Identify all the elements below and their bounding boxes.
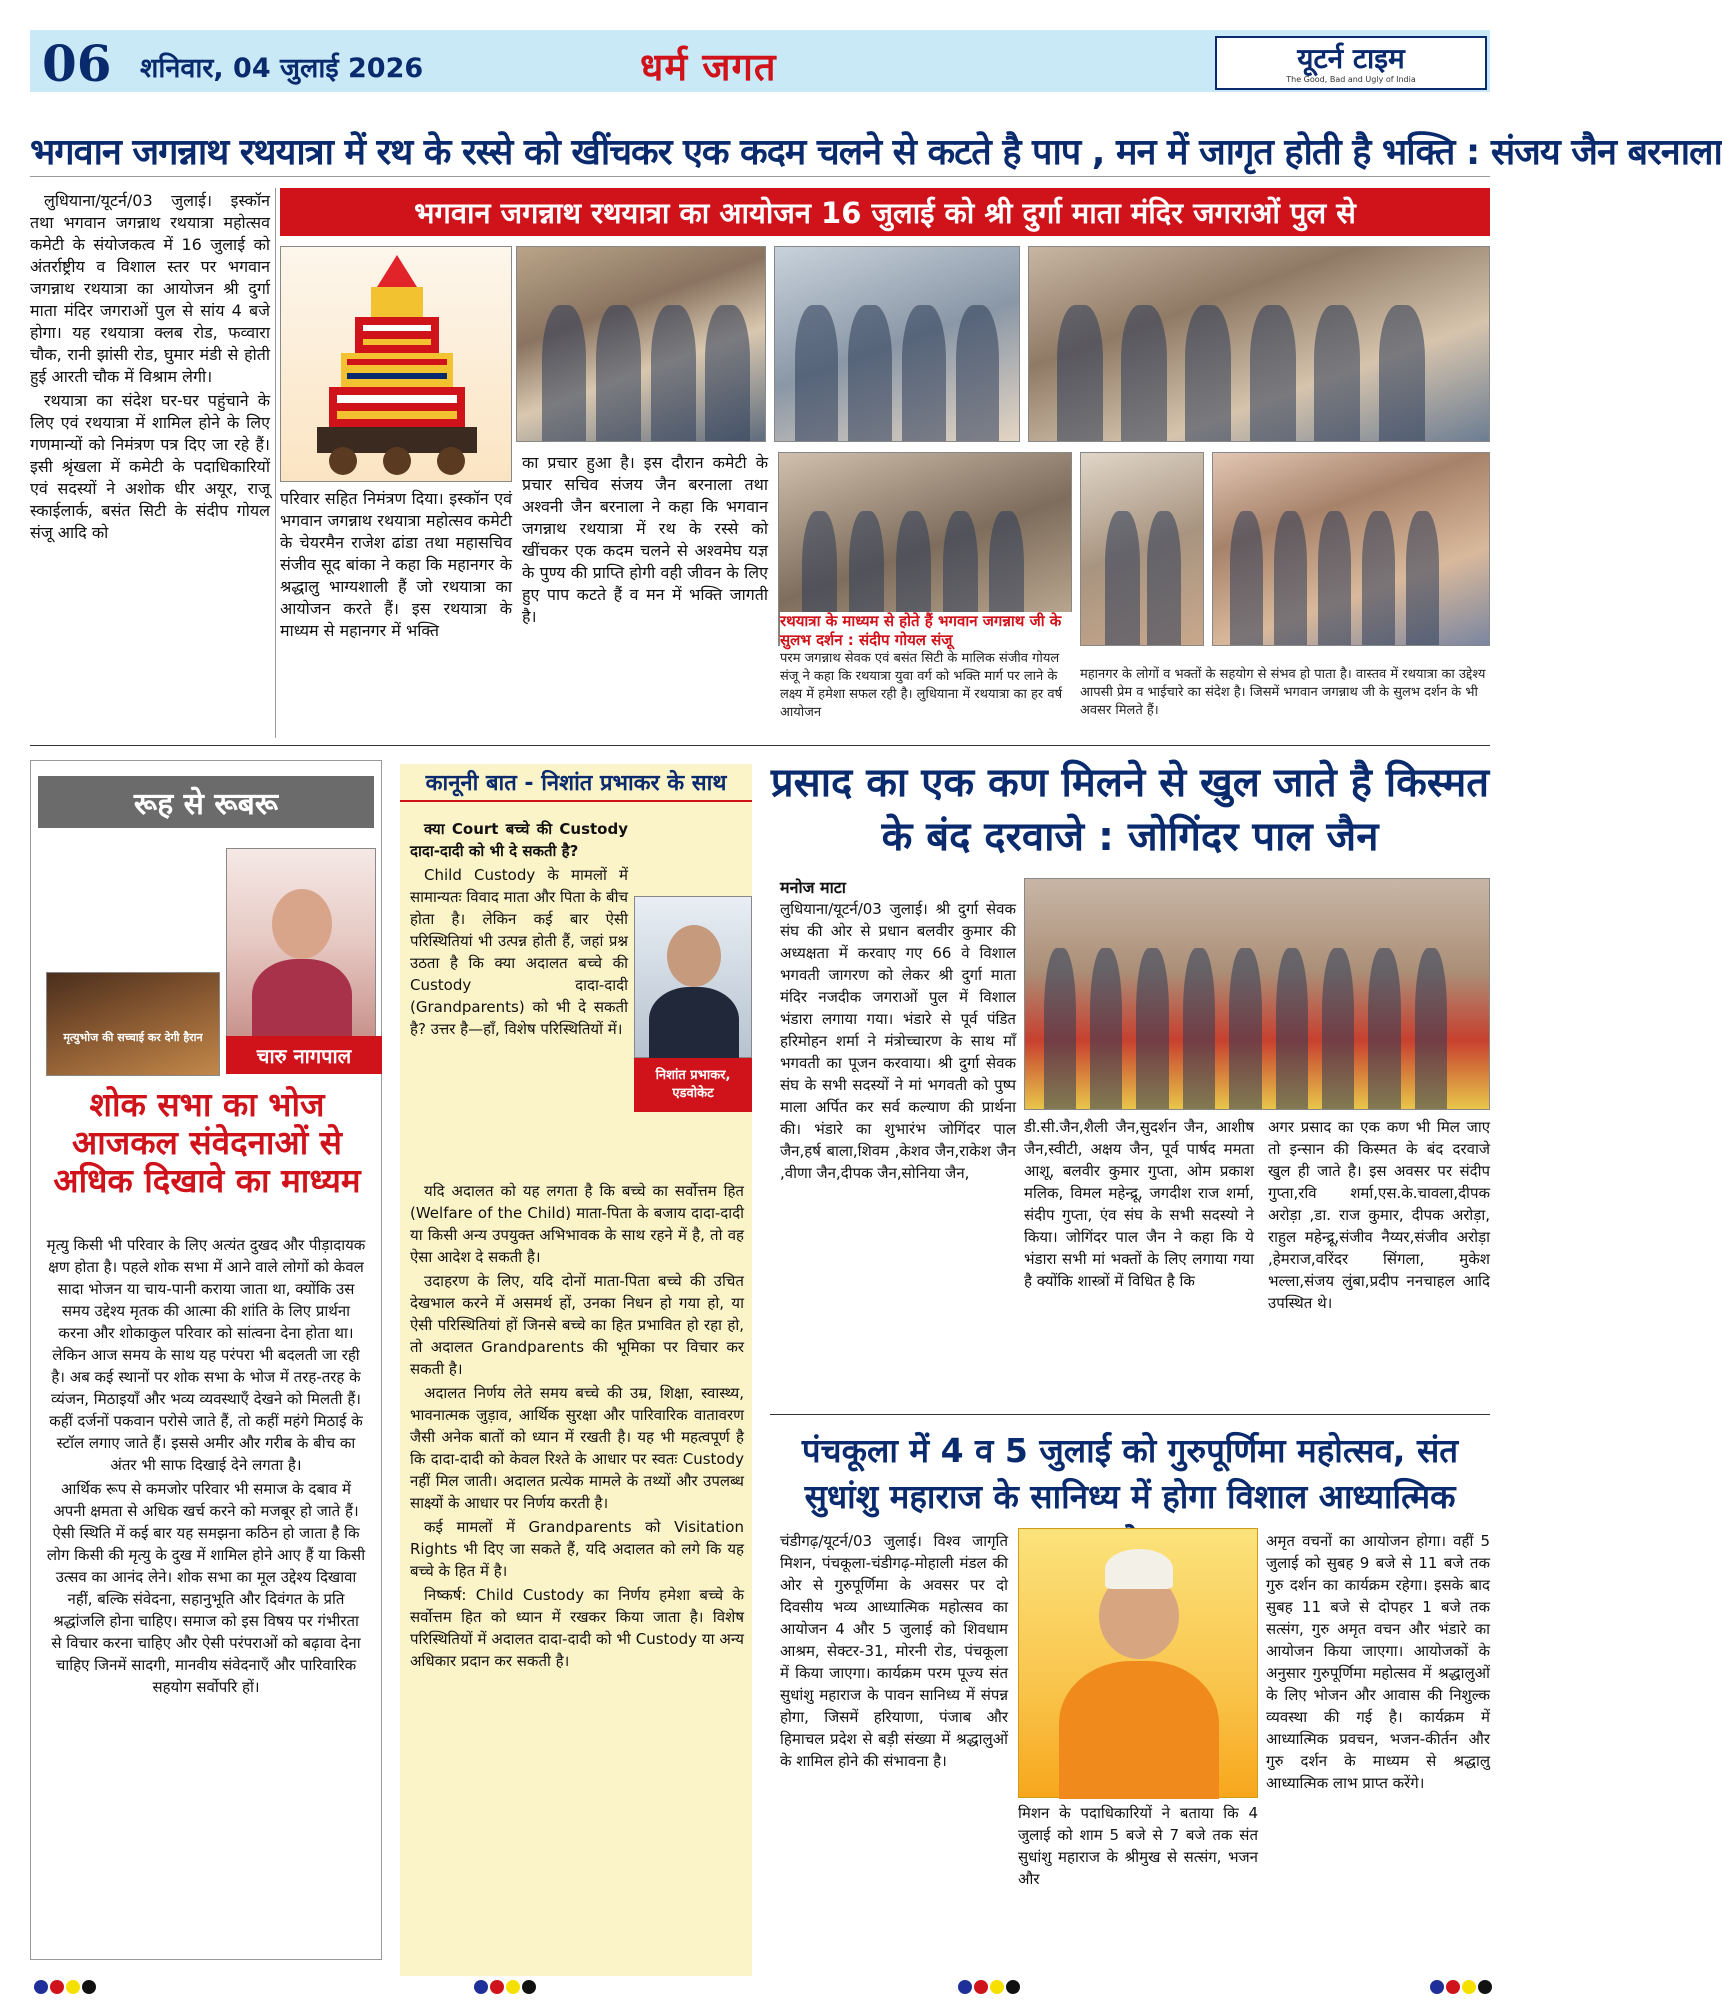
registration-mark <box>958 1980 1020 1994</box>
guru-para: चंडीगढ़/यूटर्न/03 जुलाई। विश्व जागृति मिशन, पंचकूला-चंडीगढ़-मोहाली मंडल की ओर से गुरुपूर्णिमा के अवसर पर दो दिवसीय भव्य आध्यात्मिक महोत्सव का आयोजन 4 और 5 जुलाई को शिवधाम आश्रम, सेक्टर-31, मोरनी रोड, पंचकूला में किया जाएगा। कार्यक्रम परम पूज्य संत सुधांशु महाराज के पावन सानिध्य में संपन्न होगा, जिसमें हरियाणा, पंजाब और हिमाचल प्रदेश से बड़ी संख्या में श्रद्धालुओं के शामिल होने की संभावना है। <box>780 1532 1008 1770</box>
guru-col3 <box>1266 1530 1490 1794</box>
rath-photo <box>280 246 512 482</box>
logo-name: यूटर्न टाइम <box>1297 41 1405 75</box>
prasad-para: लुधियाना/यूटर्न/03 जुलाई। श्री दुर्गा सेवक संघ की ओर से प्रधान बलवीर कुमार की अध्यक्षता में करवाए गए 66 वे विशाल भगवती जागरण को लेकर श्री दुर्गा माता मंदिर नजदीक जगराओं पुल में विशाल भंडारा लगाया गया। भंडारे से पूर्व पंडित हरिमोहन शर्मा ने मंत्रोच्चारण के साथ माँ भगवती का पूजन करवाया। श्री दुर्गा सेवक संघ के सभी सदस्यों ने मां भगवती को पुष्प माला अर्पित कर सर्व कल्याण की प्रार्थना की। भंडारे का शुभारंभ जोगिंदर पाल जैन,हर्ष बाला,शिवम ,केशव जैन,राकेश जैन ,वीणा जैन,दीपक जैन,सोनिया जैन, <box>780 900 1016 1182</box>
divider <box>770 1414 1490 1415</box>
prasad-col2 <box>1024 1116 1254 1292</box>
kanoon-para: उदाहरण के लिए, यदि दोनों माता-पिता बच्चे की उचित देखभाल करने में असमर्थ हों, उनका निधन हो गया हो, या ऐसी परिस्थितियां हों जिनसे बच्चे का हित प्रभावित हो रहा हो, तो अदालत Grandparents की भूमिका पर विचार कर सकती है। <box>410 1272 744 1378</box>
guru-para: मिशन के पदाधिकारियों ने बताया कि 4 जुलाई को शाम 5 बजे से 7 बजे तक संत सुधांशु महाराज के श्रीमुख से सत्संग, भजन और <box>1018 1804 1258 1888</box>
lead-story-col3 <box>522 452 768 628</box>
lead-story-col1 <box>30 190 270 546</box>
guru-para: अमृत वचनों का आयोजन होगा। वहीं 5 जुलाई को सुबह 9 बजे से 11 बजे तक गुरु दर्शन का कार्यक्रम रहेगा। इसके बाद सुबह 11 बजे से दोपहर 1 बजे तक सत्संग, गुरु अमृत वचन और भंडारे का आयोजन किया जाएगा। आयोजकों के अनुसार गुरुपूर्णिमा महोत्सव में श्रद्धालुओं के लिए भोजन और आवास की निशुल्क व्यवस्था की गई है। कार्यक्रम में आध्यात्मिक प्रवचन, भजन-कीर्तन और गुरु दर्शन के माध्यम से श्रद्धालु आध्यात्मिक लाभ प्राप्त करेंगे। <box>1266 1532 1490 1792</box>
lead-para: रथयात्रा का संदेश घर-घर पहुंचाने के लिए एवं रथयात्रा में शामिल होने के लिए गणमान्यों को निमंत्रण पत्र दिए जा रहे हैं। इसी श्रृंखला में कमेटी के पदाधिकारियों एवं सदस्यों ने अशोक धीर अयूर, राजू स्काईलार्क, बसंत सिटी के संदीप गोयल संजू आदि को <box>30 391 270 542</box>
section-title: धर्म जगत <box>640 45 777 89</box>
kanoon-para: कई मामलों में Grandparents को Visitation Rights भी दिए जा सकते हैं, यदि अदालत को लगे कि यह बच्चे के हित में है। <box>410 1518 744 1580</box>
lead-photo-5 <box>1080 452 1204 646</box>
lead-para: लुधियाना/यूटर्न/03 जुलाई। इस्कॉन तथा भगवान जगन्नाथ रथयात्रा महोत्सव कमेटी के संयोजकत्व में 16 जुलाई को अंतर्राष्ट्रीय व विशाल स्तर पर भगवान जगन्नाथ रथयात्रा का आयोजन श्री दुर्गा माता मंदिर जगराओं पुल से सांय 4 बजे होगा। यह रथयात्रा क्लब रोड, फव्वारा चौक, रानी झांसी रोड, घुमार मंडी से होती हुई आरती चौक में विश्राम लेगी। <box>30 191 270 386</box>
prasad-headline: प्रसाद का एक कण मिलने से खुल जाते है किस्मत के बंद दरवाजे : जोगिंदर पाल जैन <box>770 760 1490 860</box>
guru-col1 <box>780 1530 1008 1772</box>
saint-photo <box>1018 1528 1258 1798</box>
prasad-col1 <box>780 898 1016 1184</box>
rooh-column-heading: रूह से रूबरू <box>38 776 374 828</box>
kanoon-top-text <box>410 818 628 1042</box>
prasad-para: डी.सी.जैन,शैली जैन,सुदर्शन जैन, आशीष जैन,स्वीटी, अक्षय जैन, पूर्व पार्षद ममता आशू, बलवीर कुमार गुप्ता, ओम प्रकाश मलिक, विमल महेन्द्रू, जगदीश राज शर्मा, संदीप गुप्ता, एंव संघ के सभी सदस्यो ने किया। जोगिंदर पाल जैन ने कहा कि ये भंडारा सभी मां भक्तों के लिए लगाया गया है क्योंकि शास्त्रों में विधित है कि <box>1024 1118 1254 1290</box>
guru-headline: पंचकूला में 4 व 5 जुलाई को गुरुपूर्णिमा महोत्सव, संत सुधांशु महाराज के सानिध्य में होगा विशाल आध्यात्मिक <box>801 1431 1459 1516</box>
lead-photo-2 <box>774 246 1020 442</box>
rooh-article-body <box>46 1234 366 1700</box>
lead-photo-1 <box>516 246 766 442</box>
lead-caption-left: परम जगन्नाथ सेवक एवं बसंत सिटी के मालिक संजीव गोयल संजू ने कहा कि रथयात्रा युवा वर्ग को भक्ति मार्ग पर लाने के लक्ष्य में हमेशा सफल रही है। लुधियाना में रथयात्रा का हर वर्ष आयोजन <box>780 651 1063 720</box>
rooh-article-title: शोक सभा का भोज आजकल संवेदनाओं से अधिक दिखावे का माध्यम <box>53 1085 361 1200</box>
lead-caption-right: महानगर के लोगों व भक्तों के सहयोग से संभव हो पाता है। वास्तव में रथयात्रा का उद्देश्य आपसी प्रेम व भाईचारे का संदेश है। जिसमें भगवान जगन्नाथ जी के सुलभ दर्शन के भी अवसर मिलते हैं। <box>1080 667 1486 718</box>
divider <box>30 176 1490 177</box>
kanoon-para: निष्कर्ष: Child Custody का निर्णय हमेशा बच्चे के सर्वोत्तम हित को ध्यान में रखकर किया जाता है। विशेष परिस्थितियों में अदालत दादा-दादी को भी Custody या अन्य अधिकार प्रदान कर सकती है। <box>410 1586 744 1670</box>
lead-headline: भगवान जगन्नाथ रथयात्रा में रथ के रस्से को खींचकर एक कदम चलने से कटते है पाप , मन में जागृत होती है भक्ति : संजय जैन बरनाला <box>30 132 1722 173</box>
author-portrait <box>226 848 376 1038</box>
advocate-label <box>634 1058 752 1112</box>
divider <box>30 745 1490 746</box>
kanoon-para: अदालत निर्णय लेते समय बच्चे की उम्र, शिक्षा, स्वास्थ्य, भावनात्मक जुड़ाव, आर्थिक सुरक्षा और पारिवारिक वातावरण जैसी अनेक बातों को ध्यान में रखती है। यह भी महत्वपूर्ण है कि दादा-दादी को केवल रिश्ते के आधार पर स्वतः Custody नहीं मिल जाती। अदालत प्रत्येक मामले के तथ्यों और उपलब्ध साक्ष्यों के आधार पर निर्णय करती है। <box>410 1384 744 1512</box>
divider <box>275 188 276 738</box>
masthead-logo[interactable] <box>1215 36 1487 90</box>
kanoon-column-heading: कानूनी बात - निशांत प्रभाकर के साथ <box>400 764 752 802</box>
prasad-byline: मनोज माटा <box>780 878 846 897</box>
kanoon-question: क्या Court बच्चे की Custody दादा-दादी को भी दे सकती है? <box>410 820 628 860</box>
temple-icon <box>281 247 513 483</box>
lead-photo-3 <box>1028 246 1490 442</box>
advocate-portrait <box>634 896 752 1058</box>
author-name: चारु नागपाल <box>226 1036 382 1074</box>
registration-mark <box>1430 1980 1492 1994</box>
kanoon-intro: Child Custody के मामलों में सामान्यतः विवाद माता और पिता के बीच होता है। लेकिन कई बार ऐसी परिस्थितियां भी उत्पन्न होती हैं, जहां प्रश्न उठता है कि क्या अदालत बच्चे की Custody दादा-दादी (Grandparents) को भी दे सकती है? उत्तर है—हाँ, विशेष परिस्थितियों में। <box>410 866 628 1038</box>
bhandara-photo <box>1024 878 1490 1110</box>
prasad-para: अगर प्रसाद का एक कण भी मिल जाए तो इन्सान की किस्मत के बंद दरवाजे खुल ही जाते है। इस अवसर पर संदीप गुप्ता,रवि शर्मा,एस.के.चावला,दीपक अरोड़ा ,डा. राज कुमार, दीपक अरोड़ा, राहुल महेन्द्रू,संजीव नैय्यर,संजीव अरोड़ा ,हेमराज,वरिंदर सिंगला, मुकेश भल्ला,संजय लुंबा,प्रदीप ननचाहल आदि उपस्थित थे। <box>1268 1118 1490 1312</box>
rooh-inset-photo <box>46 972 220 1076</box>
advocate-name: निशांत प्रभाकर, <box>655 1068 731 1083</box>
issue-date: शनिवार, 04 जुलाई 2026 <box>140 53 424 84</box>
logo-tagline: The Good, Bad and Ugly of India <box>1286 74 1416 84</box>
registration-mark <box>474 1980 536 1994</box>
advocate-title: एडवोकेट <box>672 1086 714 1101</box>
rooh-inset-caption: मृत्युभोज की सच्चाई कर देगी हैरान <box>63 1031 203 1044</box>
lead-para: का प्रचार हुआ है। इस दौरान कमेटी के प्रचार सचिव संजय जैन बरनाला तथा अश्वनी जैन बरनाला ने कहा कि भगवान जगन्नाथ रथयात्रा में रथ के रस्से को खींचकर एक कदम चलने से अश्वमेघ यज्ञ के पुण्य की प्राप्ति होगी वही जीवन के लिए हुए पाप कटते हैं व मन में भक्ति जागती है। <box>522 453 768 626</box>
lead-subheadline-banner: भगवान जगन्नाथ रथयात्रा का आयोजन 16 जुलाई को श्री दुर्गा माता मंदिर जगराओं पुल से <box>280 188 1490 236</box>
rooh-para: मृत्यु किसी भी परिवार के लिए अत्यंत दुखद और पीड़ादायक क्षण होता है। पहले शोक सभा में आने वाले लोगों को केवल सादा भोजन या चाय-पानी कराया जाता था, क्योंकि उस समय उद्देश्य मृतक की आत्मा की शांति के लिए प्रार्थना करना और शोकाकुल परिवार को सांत्वना देना होता था। लेकिन आज समय के साथ यह परंपरा भी बदलती जा रही है। अब कई स्थानों पर शोक सभा के भोज में तरह-तरह के व्यंजन, मिठाइयाँ और भव्य व्यवस्थाएँ देखने को मिलती हैं। कहीं दर्जनों पकवान परोसे जाते हैं, तो कहीं महंगे मिठाई के स्टॉल लगाए जाते हैं। इससे अमीर और गरीब के बीच का अंतर भी साफ दिखाई देने लगता है। <box>46 1236 366 1474</box>
kanoon-body <box>410 1180 744 1674</box>
lead-para: परिवार सहित निमंत्रण दिया। इस्कॉन एवं भगवान जगन्नाथ रथयात्रा महोत्सव कमेटी के चेयरमैन राजेश ढांडा तथा महासचिव संजीव सूद बांका ने कहा कि महानगर के श्रद्धालु भाग्यशाली हैं जो रथयात्रा का आयोजन करते हैं। इस रथयात्रा के माध्यम से महानगर में भक्ति <box>280 489 512 640</box>
registration-mark <box>34 1980 96 1994</box>
kanoon-para: यदि अदालत को यह लगता है कि बच्चे का सर्वोत्तम हित (Welfare of the Child) माता-पिता के बजाय दादा-दादी या किसी अन्य उपयुक्त अभिभावक के साथ रहने में है, तो वह ऐसा आदेश दे सकती है। <box>410 1182 744 1266</box>
guru-col2 <box>1018 1802 1258 1890</box>
lead-story-col2 <box>280 488 512 642</box>
rooh-para: आर्थिक रूप से कमजोर परिवार भी समाज के दबाव में अपनी क्षमता से अधिक खर्च करने को मजबूर हो जाते हैं। ऐसी स्थिति में कई बार यह समझना कठिन हो जाता है कि लोग किसी की मृत्यु के दुख में शामिल होने आए हैं या किसी उत्सव का आनंद लेने। शोक सभा का मूल उद्देश्य दिखावा नहीं, बल्कि संवेदना, सहानुभूति और दिवंगत के प्रति श्रद्धांजलि होना चाहिए। समाज को इस विषय पर गंभीरता से विचार करना चाहिए और ऐसी परंपराओं को बढ़ावा देना चाहिए जिनमें सादगी, मानवीय संवेदनाएँ और पारिवारिक सहयोग सर्वोपरि हों। <box>46 1480 366 1696</box>
prasad-col3 <box>1268 1116 1490 1314</box>
page-number: 06 <box>42 34 112 93</box>
lead-photo-6 <box>1212 452 1490 646</box>
lead-photo-caption-highlight: रथयात्रा के माध्यम से होते हैं भगवान जगन्नाथ जी के सुलभ दर्शन : संदीप गोयल संजू <box>780 612 1072 650</box>
